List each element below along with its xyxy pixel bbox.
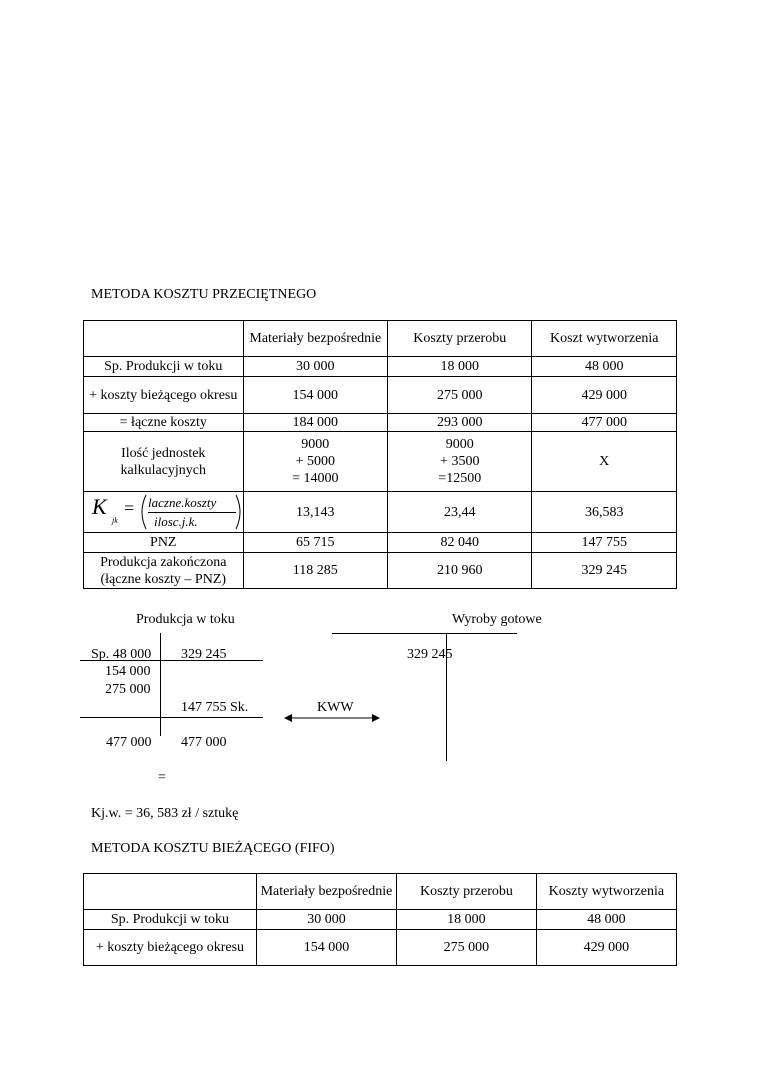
unit-cost-formula: [84, 492, 243, 532]
cell: 154 000: [243, 377, 388, 414]
header-empty: [84, 321, 244, 357]
table-row: [84, 414, 677, 432]
cell: 48 000: [536, 910, 676, 930]
wip-credit-closing: 147 755 Sk.: [181, 700, 249, 715]
row-label: Produkcja zakończona (łączne koszty – PNZ): [84, 553, 244, 589]
header-materials: Materiały bezpośrednie: [243, 321, 388, 357]
wip-total-line: [80, 717, 263, 718]
cell: 23,44: [388, 492, 532, 533]
cell-line: + 3500: [440, 454, 480, 469]
cell: 82 040: [388, 533, 532, 553]
cell: 329 245: [532, 553, 677, 589]
cell: 477 000: [532, 414, 677, 432]
finished-debit: 329 245: [407, 647, 453, 662]
cell: 184 000: [243, 414, 388, 432]
cell: 275 000: [397, 930, 537, 966]
equal-sign: =: [158, 770, 166, 785]
cell-line: 9000: [301, 437, 330, 452]
cell-line: + 5000: [295, 454, 335, 469]
cell-line: =12500: [438, 471, 482, 486]
table-row: [84, 553, 677, 589]
cell: 147 755: [532, 533, 677, 553]
cell: 118 285: [243, 553, 388, 589]
formula-equals: =: [124, 498, 135, 518]
header-production-cost: Koszty wytworzenia: [536, 874, 676, 910]
cell-line: = 14000: [292, 471, 339, 486]
average-cost-table: [83, 320, 677, 589]
kww-label: KWW: [317, 700, 354, 715]
row-label: Sp. Produkcji w toku: [84, 910, 257, 930]
section1-title: METODA KOSZTU PRZECIĘTNEGO: [91, 287, 317, 302]
section2-title: METODA KOSZTU BIEŻĄCEGO (FIFO): [91, 841, 335, 856]
row-label: Sp. Produkcji w toku: [84, 357, 244, 377]
cell: 154 000: [256, 930, 396, 966]
finished-horizontal-line: [332, 633, 517, 634]
double-arrow-icon: [284, 712, 380, 724]
table-row: [84, 910, 677, 930]
wip-account-title: Produkcja w toku: [136, 612, 235, 627]
wip-total-credit: 477 000: [181, 735, 227, 750]
wip-debit-conversion: 275 000: [105, 682, 151, 697]
formula-numerator: laczne.koszty: [148, 495, 217, 510]
wip-credit-top: 329 245: [181, 647, 227, 662]
table-header-row: [84, 874, 677, 910]
cell: 18 000: [388, 357, 532, 377]
header-empty: [84, 874, 257, 910]
row-label: Ilość jednostek kalkulacyjnych: [84, 432, 244, 492]
table-row: [84, 492, 677, 533]
cell: 210 960: [388, 553, 532, 589]
unit-cost-result: Kj.w. = 36, 583 zł / sztukę: [91, 806, 239, 821]
table-row: [84, 930, 677, 966]
cell: 65 715: [243, 533, 388, 553]
table-header-row: [84, 321, 677, 357]
wip-total-debit: 477 000: [106, 735, 152, 750]
cell: 429 000: [536, 930, 676, 966]
row-label: PNZ: [84, 533, 244, 553]
cell: 13,143: [243, 492, 388, 533]
formula-denominator: ilosc.j.k.: [154, 514, 198, 529]
wip-debit-opening: Sp. 48 000: [91, 647, 152, 662]
cell: 275 000: [388, 377, 532, 414]
table-row: [84, 533, 677, 553]
cell: 48 000: [532, 357, 677, 377]
cell: [243, 432, 388, 492]
cell: [388, 432, 532, 492]
header-production-cost: Koszt wytworzenia: [532, 321, 677, 357]
cell: X: [532, 432, 677, 492]
formula-cell: [84, 492, 244, 533]
table-row: [84, 357, 677, 377]
formula-subscript: jk: [112, 516, 118, 525]
formula-k: K: [92, 494, 107, 519]
row-label: + koszty bieżącego okresu: [84, 930, 257, 966]
cell: 30 000: [256, 910, 396, 930]
header-conversion: Koszty przerobu: [397, 874, 537, 910]
header-materials: Materiały bezpośrednie: [256, 874, 396, 910]
row-label: + koszty bieżącego okresu: [84, 377, 244, 414]
table-row: [84, 377, 677, 414]
cell-line: 9000: [445, 437, 474, 452]
row-label: = łączne koszty: [84, 414, 244, 432]
fifo-cost-table: [83, 873, 677, 966]
cell: 429 000: [532, 377, 677, 414]
cell: 30 000: [243, 357, 388, 377]
wip-debit-materials: 154 000: [105, 664, 151, 679]
finished-goods-title: Wyroby gotowe: [452, 612, 542, 627]
cell: 18 000: [397, 910, 537, 930]
wip-vertical-line: [160, 633, 161, 736]
cell: 293 000: [388, 414, 532, 432]
header-conversion: Koszty przerobu: [388, 321, 532, 357]
table-row: [84, 432, 677, 492]
cell: 36,583: [532, 492, 677, 533]
